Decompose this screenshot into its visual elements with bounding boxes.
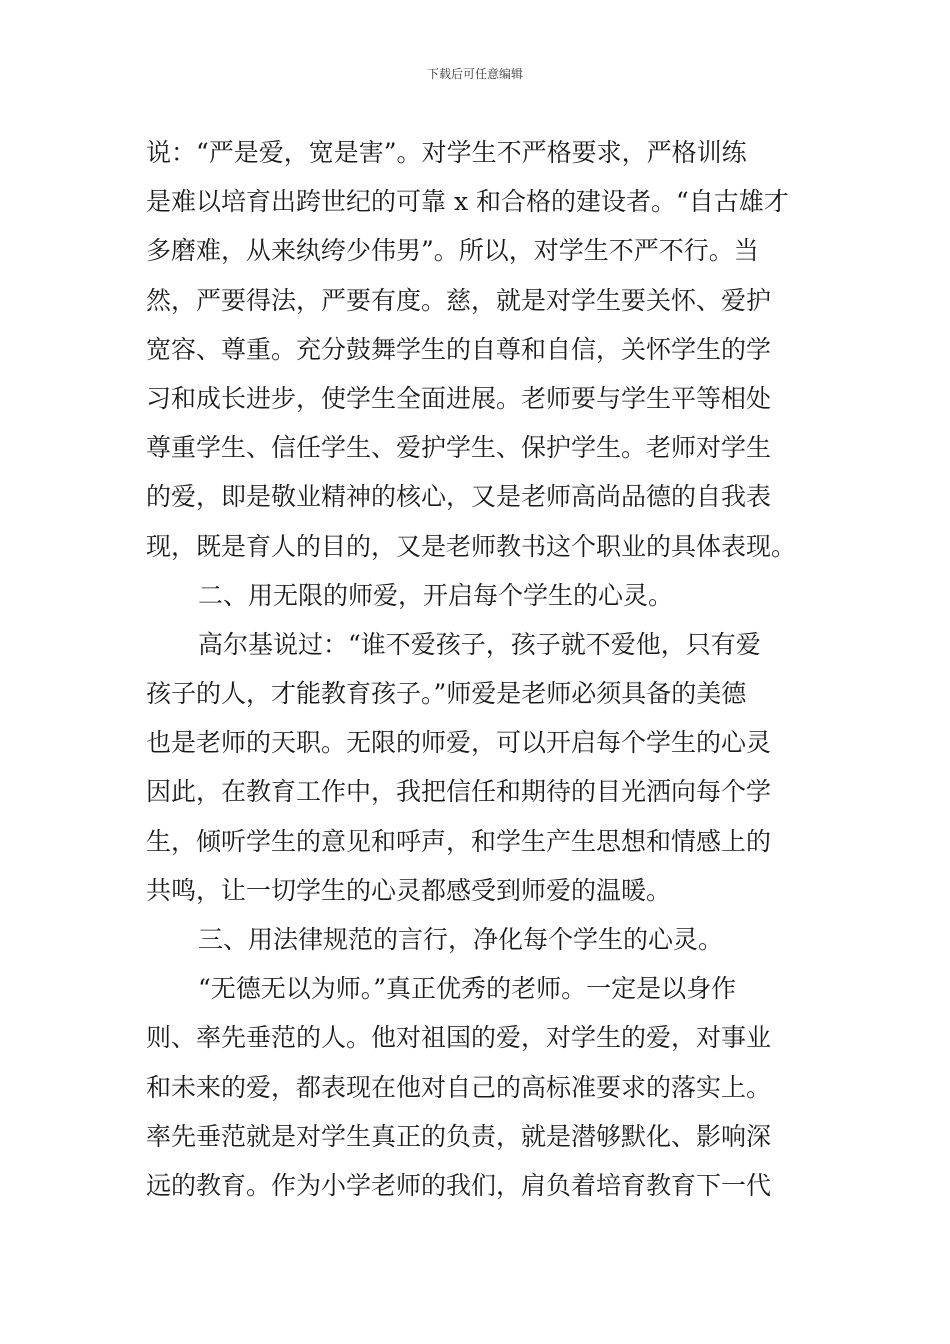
- section-heading: 三、用法律规范的言行，净化每个学生的心灵。: [198, 925, 724, 954]
- text-line: 生，倾听学生的意见和呼声，和学生产生思想和情感上的: [146, 826, 772, 856]
- text-line: 现，既是育人的目的，又是老师教书这个职业的具体表现。: [146, 531, 797, 561]
- text-line: 孩子的人，才能教育孩子。”师爱是老师必须具备的美德: [146, 679, 747, 709]
- text-line: 多磨难，从来纨绔少伟男”。所以，对学生不严不行。当: [146, 236, 759, 266]
- text-line: 是难以培育出跨世纪的可靠 x 和合格的建设者。“自古雄才: [146, 187, 789, 217]
- text-line: 宽容、尊重。充分鼓舞学生的自尊和自信，关怀学生的学: [146, 334, 772, 364]
- text-line: 尊重学生、信任学生、爱护学生、保护学生。老师对学生: [146, 433, 772, 463]
- text-line: 远的教育。作为小学老师的我们，肩负着培育教育下一代: [146, 1170, 772, 1200]
- text-line: 则、率先垂范的人。他对祖国的爱，对学生的爱，对事业: [146, 1023, 772, 1053]
- text-line: 说：“严是爱，宽是害”。对学生不严格要求，严格训练: [146, 138, 747, 167]
- text-line: 的爱，即是敬业精神的核心，又是老师高尚品德的自我表: [146, 482, 772, 512]
- text-line: 和未来的爱，都表现在他对自己的高标准要求的落实上。: [146, 1072, 772, 1102]
- text-line: 因此，在教育工作中，我把信任和期待的目光洒向每个学: [146, 777, 772, 807]
- text-line: 习和成长进步，使学生全面进展。老师要与学生平等相处: [146, 383, 772, 413]
- section-heading: 二、用无限的师爱，开启每个学生的心灵。: [198, 580, 674, 610]
- text-line: 率先垂范就是对学生真正的负责，就是潜够默化、影响深: [146, 1121, 772, 1151]
- document-body: [146, 128, 810, 1210]
- paragraph-start: 高尔基说过：“谁不爱孩子，孩子就不爱他，只有爱: [198, 629, 761, 659]
- text-line: 共鸣，让一切学生的心灵都感受到师爱的温暖。: [146, 875, 672, 905]
- text-line: 然，严要得法，严要有度。慈，就是对学生要关怀、爱护: [146, 285, 772, 315]
- paragraph-start: “无德无以为师。”真正优秀的老师。一定是以身作: [198, 974, 737, 1004]
- page-header-note: 下载后可任意编辑: [426, 67, 523, 81]
- text-line: 也是老师的天职。无限的师爱，可以开启每个学生的心灵: [146, 728, 772, 758]
